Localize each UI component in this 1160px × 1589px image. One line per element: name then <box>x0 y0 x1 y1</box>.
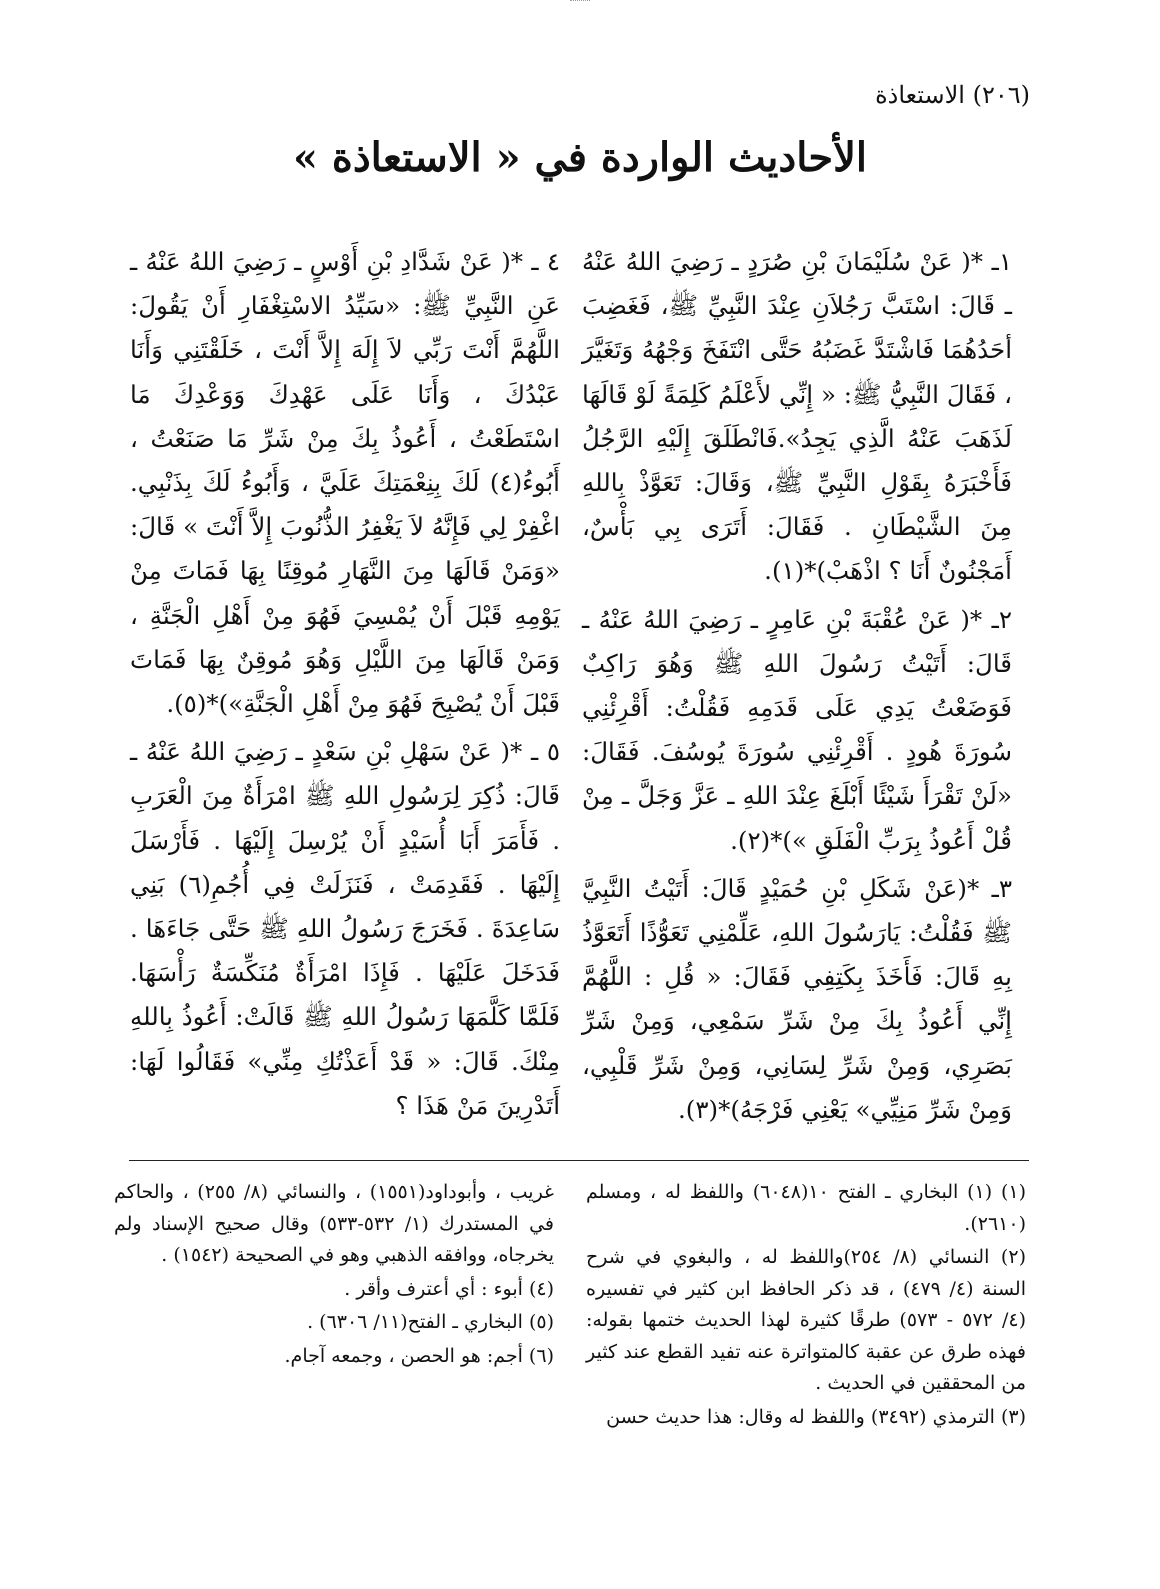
footnote-3: (٣) الترمذي (٣٤٩٢) واللفظ له وقال: هذا حديث حسن <box>606 1405 1026 1428</box>
hadith-5: ٥ ـ *( عَنْ سَهْلِ بْنِ سَعْدٍ ـ رَضِيَ اللهُ عَنْهُ ـ قَالَ: ذُكِرَ لِرَسُولِ اللهِ ﷺ امْرَأَةٌ مِنَ الْعَرَبِ . فَأَمَرَ أَبَا أُسَيْدٍ أَنْ يُرْسِلَ إِلَيْهَا . فَأَرْسَلَ إِلَيْهَا . فَقَدِمَتْ ، فَنَزَلَتْ فِي أُجُمِ(٦) بَنِي سَاعِدَةَ . فَخَرَجَ رَسُولُ اللهِ ﷺ حَتَّى جَاءَهَا . فَدَخَلَ عَلَيْهَا . فَإِذَا امْرَأَةٌ مُنَكِّسَةٌ رَأْسَهَا. فَلَمَّا كَلَّمَهَا رَسُولُ اللهِ ﷺ قَالَتْ: أَعُوذُ بِاللهِ مِنْكَ. قَالَ: « قَدْ أَعَذْتُكِ مِنِّي» فَقَالُوا لَهَا: أَتَدْرِينَ مَنْ هَذَا ؟ <box>130 737 560 1120</box>
footnote-divider <box>129 1160 1029 1161</box>
footnote-2: (٢) النسائي (٨/ ٢٥٤)واللفظ له ، والبغوي في شرح السنة (٤/ ٤٧٩) ، قد ذكر الحافظ ابن كثير في تفسيره (٤/ ٥٧٢ - ٥٧٣) طرقًا كثيرة لهذا الحديث ختمها بقوله: فهذه طرق عن عقبة كالمتواترة عنه تفيد القطع عند كثير من المحققين في الحديث . <box>586 1246 1026 1394</box>
hadith-column-left <box>130 240 560 1132</box>
hadith-2: ٢ـ *( عَنْ عُقْبَةَ بْنِ عَامِرٍ ـ رَضِيَ اللهُ عَنْهُ ـ قَالَ: أَتَيْتُ رَسُولَ اللهِ ﷺ وَهُوَ رَاكِبٌ فَوَضَعْتُ يَدِي عَلَى قَدَمِهِ فَقُلْتُ: أَقْرِئْنِي سُورَةَ هُودٍ . أَقْرِئْنِي سُورَةَ يُوسُفَ. فَقَالَ: «لَنْ تَقْرَأَ شَيْئًا أَبْلَغَ عِنْدَ اللهِ ـ عَزَّ وَجَلَّ ـ مِنْ قُلْ أَعُوذُ بِرَبِّ الْفَلَقِ »)*(٢). <box>582 604 1012 855</box>
page-title: الأحاديث الواردة في « الاستعاذة » <box>292 134 868 181</box>
hadith-column-right <box>582 240 1012 1136</box>
hadith-1: ١ـ *( عَنْ سُلَيْمَانَ بْنِ صُرَدٍ ـ رَضِيَ اللهُ عَنْهُ ـ قَالَ: اسْتَبَّ رَجُلاَنِ عِنْدَ النَّبِيِّ ﷺ، فَغَضِبَ أحَدُهُمَا فَاشْتَدَّ غَضَبُهُ حَتَّى انْتَفَخَ وَجْهُهُ وَتَغَيَّرَ ، فَقَالَ النَّبِيُّ ﷺ: « إِنِّي لأَعْلَمُ كَلِمَةً لَوْ قَالَهَا لَذَهَبَ عَنْهُ الَّذِي يَجِدُ».فَانْطَلَقَ إِلَيْهِ الرَّجُلُ فَأَخْبَرَهُ بِقَوْلِ النَّبِيِّ ﷺ، وَقَالَ: تَعَوَّذْ بِاللهِ مِنَ الشَّيْطَانِ . فَقَالَ: أَتَرَى بِي بَأْسٌ، أَمَجْنُونٌ أَنَا ؟ اذْهَبْ)*(١). <box>582 247 1012 586</box>
footnote-6: (٦) أجم: هو الحصن ، وجمعه آجام. <box>284 1344 554 1367</box>
hadith-4: ٤ ـ *( عَنْ شَدَّادِ بْنِ أَوْسٍ ـ رَضِيَ اللهُ عَنْهُ ـ عَنِ النَّبِيِّ ﷺ: «سَيِّدُ الاسْتِغْفَارِ أَنْ يَقُولَ: اللَّهُمَّ أَنْتَ رَبِّي لاَ إِلَهَ إِلاَّ أَنْتَ ، خَلَقْتَنِي وَأَنَا عَبْدُكَ ، وَأَنَا عَلَى عَهْدِكَ وَوَعْدِكَ مَا اسْتَطَعْتُ ، أَعُوذُ بِكَ مِنْ شَرِّ مَا صَنَعْتُ ، أَبُوءُ(٤) لَكَ بِنِعْمَتِكَ عَلَيَّ ، وَأَبُوءُ لَكَ بِذَنْبِي. اغْفِرْ لِي فَإِنَّهُ لاَ يَغْفِرُ الذُّنُوبَ إِلاَّ أَنْتَ » قَالَ: «وَمَنْ قَالَهَا مِنَ النَّهَارِ مُوقِنًا بِهَا فَمَاتَ مِنْ يَوْمِهِ قَبْلَ أَنْ يُمْسِيَ فَهُوَ مِنْ أَهْلِ الْجَنَّةِ ، وَمَنْ قَالَهَا مِنَ اللَّيْلِ وَهُوَ مُوقِنٌ بِهَا فَمَاتَ قَبْلَ أَنْ يُصْبِحَ فَهُوَ مِنْ أَهْلِ الْجَنَّةِ»)*(٥). <box>130 247 561 719</box>
footnote-1: (١) (١) البخاري ـ الفتح ١٠(٦٠٤٨) واللفظ له ، ومسلم (٢٦١٠). <box>586 1181 1026 1235</box>
footnotes-column-left <box>114 1177 554 1374</box>
footnote-5: (٥) البخاري ـ الفتح(١١/ ٦٣٠٦) . <box>307 1311 554 1333</box>
footnote-4: (٤) أبوء : أي أعترف وأقر . <box>344 1277 554 1300</box>
footnotes-column-right <box>586 1177 1026 1435</box>
running-head: (٢٠٦) الاستعاذة <box>875 81 1030 109</box>
hadith-3: ٣ـ *(عَنْ شَكَلِ بْنِ حُمَيْدٍ قَالَ: أَتَيْتُ النَّبِيَّ ﷺ فَقُلْتُ: يَارَسُولَ اللهِ، عَلِّمْنِي تَعَوُّذًا أَتَعَوَّذُ بِهِ قَالَ: فَأَخَذَ بِكَتِفِي فَقَالَ: « قُلِ : اللَّهُمَّ إِنِّي أَعُوذُ بِكَ مِنْ شَرِّ سَمْعِي، وَمِنْ شَرِّ بَصَرِي، وَمِنْ شَرِّ لِسَانِي، وَمِنْ شَرِّ قَلْبِي، وَمِنْ شَرِّ مَنِيِّي» يَعْنِي فَرْجَهُ)*(٣). <box>582 873 1012 1124</box>
footnote-3-continued: غريب ، وأبوداود(١٥٥١) ، والنسائي (٨/ ٢٥٥) ، والحاكم في المستدرك (١/ ٥٣٢-٥٣٣) وقال صحيح الإسناد ولم يخرجاه، ووافقه الذهبي وهو في الصحيحة (١٥٤٢) . <box>114 1181 554 1266</box>
page-top-mark <box>570 0 590 7</box>
